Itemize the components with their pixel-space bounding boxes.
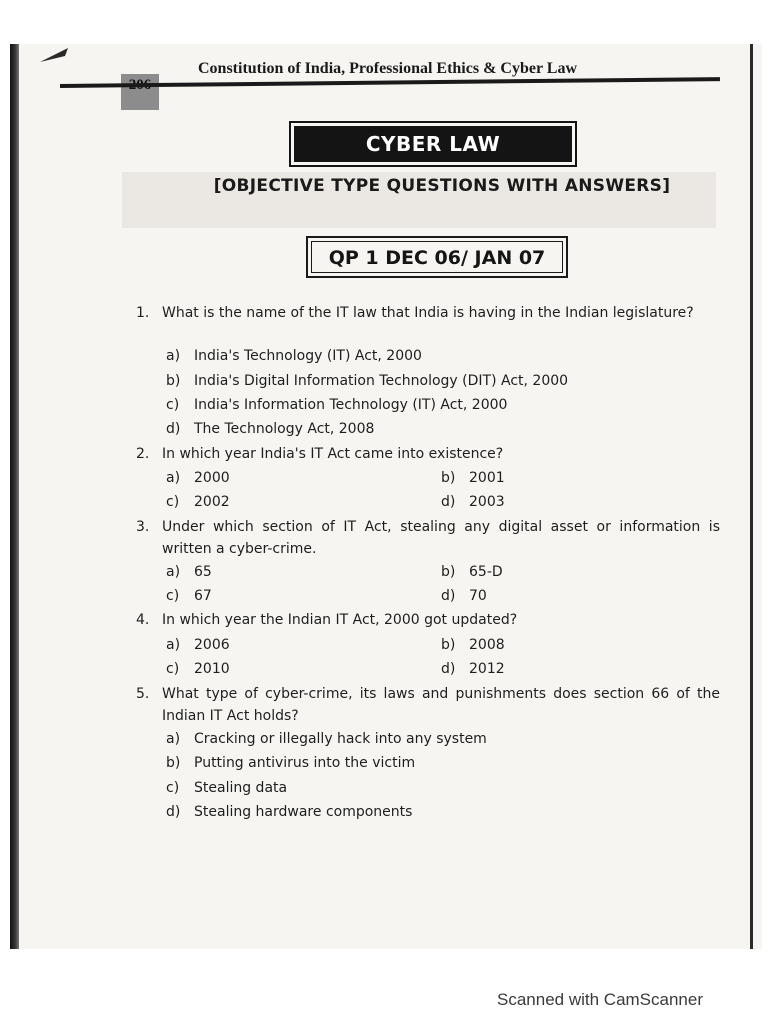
question-text: What is the name of the IT law that India is having in the Indian legislature? <box>162 305 694 321</box>
question-text: What type of cyber-crime, its laws and punishments does section 66 of the Indian IT Act holds? <box>162 686 720 724</box>
question-number: 4. <box>136 612 150 628</box>
question-5-option-d <box>166 801 412 823</box>
question-1-option-d <box>166 418 374 440</box>
option-text: Stealing data <box>194 780 288 796</box>
question-3-option-d <box>441 585 487 607</box>
question-text: In which year the Indian IT Act, 2000 got updated? <box>162 612 518 628</box>
option-label: a) <box>166 470 181 486</box>
option-label: a) <box>166 637 181 653</box>
page-edge-shadow-left <box>10 44 19 949</box>
question-2-option-c <box>166 491 230 513</box>
question-1-option-c <box>166 394 507 416</box>
paper-label-box <box>306 236 568 278</box>
option-text: 2006 <box>194 637 230 653</box>
option-label: a) <box>166 564 181 580</box>
option-label: c) <box>166 397 180 413</box>
question-4-option-b <box>441 634 505 656</box>
running-header-title: Constitution of India, Professional Ethics & Cyber Law <box>198 60 577 77</box>
question-text: Under which section of IT Act, stealing any digital asset or information is written a cyber-crime. <box>162 519 720 557</box>
option-text: 65-D <box>469 564 503 580</box>
option-text: 70 <box>469 588 487 604</box>
question-4-option-c <box>166 658 230 680</box>
question-2 <box>136 443 720 465</box>
question-5 <box>136 683 720 727</box>
option-text: The Technology Act, 2008 <box>194 421 375 437</box>
option-label: b) <box>441 564 456 580</box>
option-label: d) <box>441 494 456 510</box>
option-label: c) <box>166 494 180 510</box>
option-label: c) <box>166 661 180 677</box>
option-label: a) <box>166 731 181 747</box>
option-label: b) <box>441 637 456 653</box>
option-text: 2003 <box>469 494 505 510</box>
question-3-option-a <box>166 561 212 583</box>
option-label: d) <box>166 804 181 820</box>
question-text: In which year India's IT Act came into existence? <box>162 446 504 462</box>
question-5-option-b <box>166 752 415 774</box>
option-text: Cracking or illegally hack into any system <box>194 731 487 747</box>
option-label: b) <box>166 373 181 389</box>
option-text: India's Digital Information Technology (DIT) Act, 2000 <box>194 373 569 389</box>
option-text: India's Information Technology (IT) Act, 2000 <box>194 397 508 413</box>
option-label: c) <box>166 780 180 796</box>
question-4-option-d <box>441 658 505 680</box>
option-text: 2012 <box>469 661 505 677</box>
question-number: 3. <box>136 519 150 535</box>
option-label: b) <box>441 470 456 486</box>
question-2-option-d <box>441 491 505 513</box>
section-subtitle: [OBJECTIVE TYPE QUESTIONS WITH ANSWERS] <box>213 176 671 196</box>
paper-label: QP 1 DEC 06/ JAN 07 <box>311 241 563 273</box>
section-title-badge <box>294 126 572 162</box>
option-text: 2000 <box>194 470 230 486</box>
question-number: 1. <box>136 305 150 321</box>
option-text: 2002 <box>194 494 230 510</box>
question-5-option-c <box>166 777 287 799</box>
page-number <box>121 74 159 110</box>
question-1-option-b <box>166 370 568 392</box>
section-title: CYBER LAW <box>365 132 501 156</box>
question-number: 5. <box>136 686 150 702</box>
question-3 <box>136 516 720 560</box>
option-label: a) <box>166 348 181 364</box>
question-4 <box>136 609 720 631</box>
option-text: India's Technology (IT) Act, 2000 <box>194 348 422 364</box>
question-number: 2. <box>136 446 150 462</box>
option-text: 2008 <box>469 637 505 653</box>
question-1 <box>136 302 720 324</box>
question-5-option-a <box>166 728 487 750</box>
option-text: Stealing hardware components <box>194 804 413 820</box>
option-text: 65 <box>194 564 212 580</box>
question-3-option-b <box>441 561 503 583</box>
option-text: Putting antivirus into the victim <box>194 755 416 771</box>
question-4-option-a <box>166 634 230 656</box>
option-text: 2001 <box>469 470 505 486</box>
option-label: d) <box>441 588 456 604</box>
option-label: b) <box>166 755 181 771</box>
option-label: c) <box>166 588 180 604</box>
option-text: 67 <box>194 588 212 604</box>
option-label: d) <box>166 421 181 437</box>
question-2-option-b <box>441 467 505 489</box>
scanner-watermark: Scanned with CamScanner <box>497 990 704 1009</box>
option-text: 2010 <box>194 661 230 677</box>
question-3-option-c <box>166 585 212 607</box>
option-label: d) <box>441 661 456 677</box>
question-2-option-a <box>166 467 230 489</box>
question-1-option-a <box>166 345 422 367</box>
page-corner-fold <box>38 44 70 66</box>
